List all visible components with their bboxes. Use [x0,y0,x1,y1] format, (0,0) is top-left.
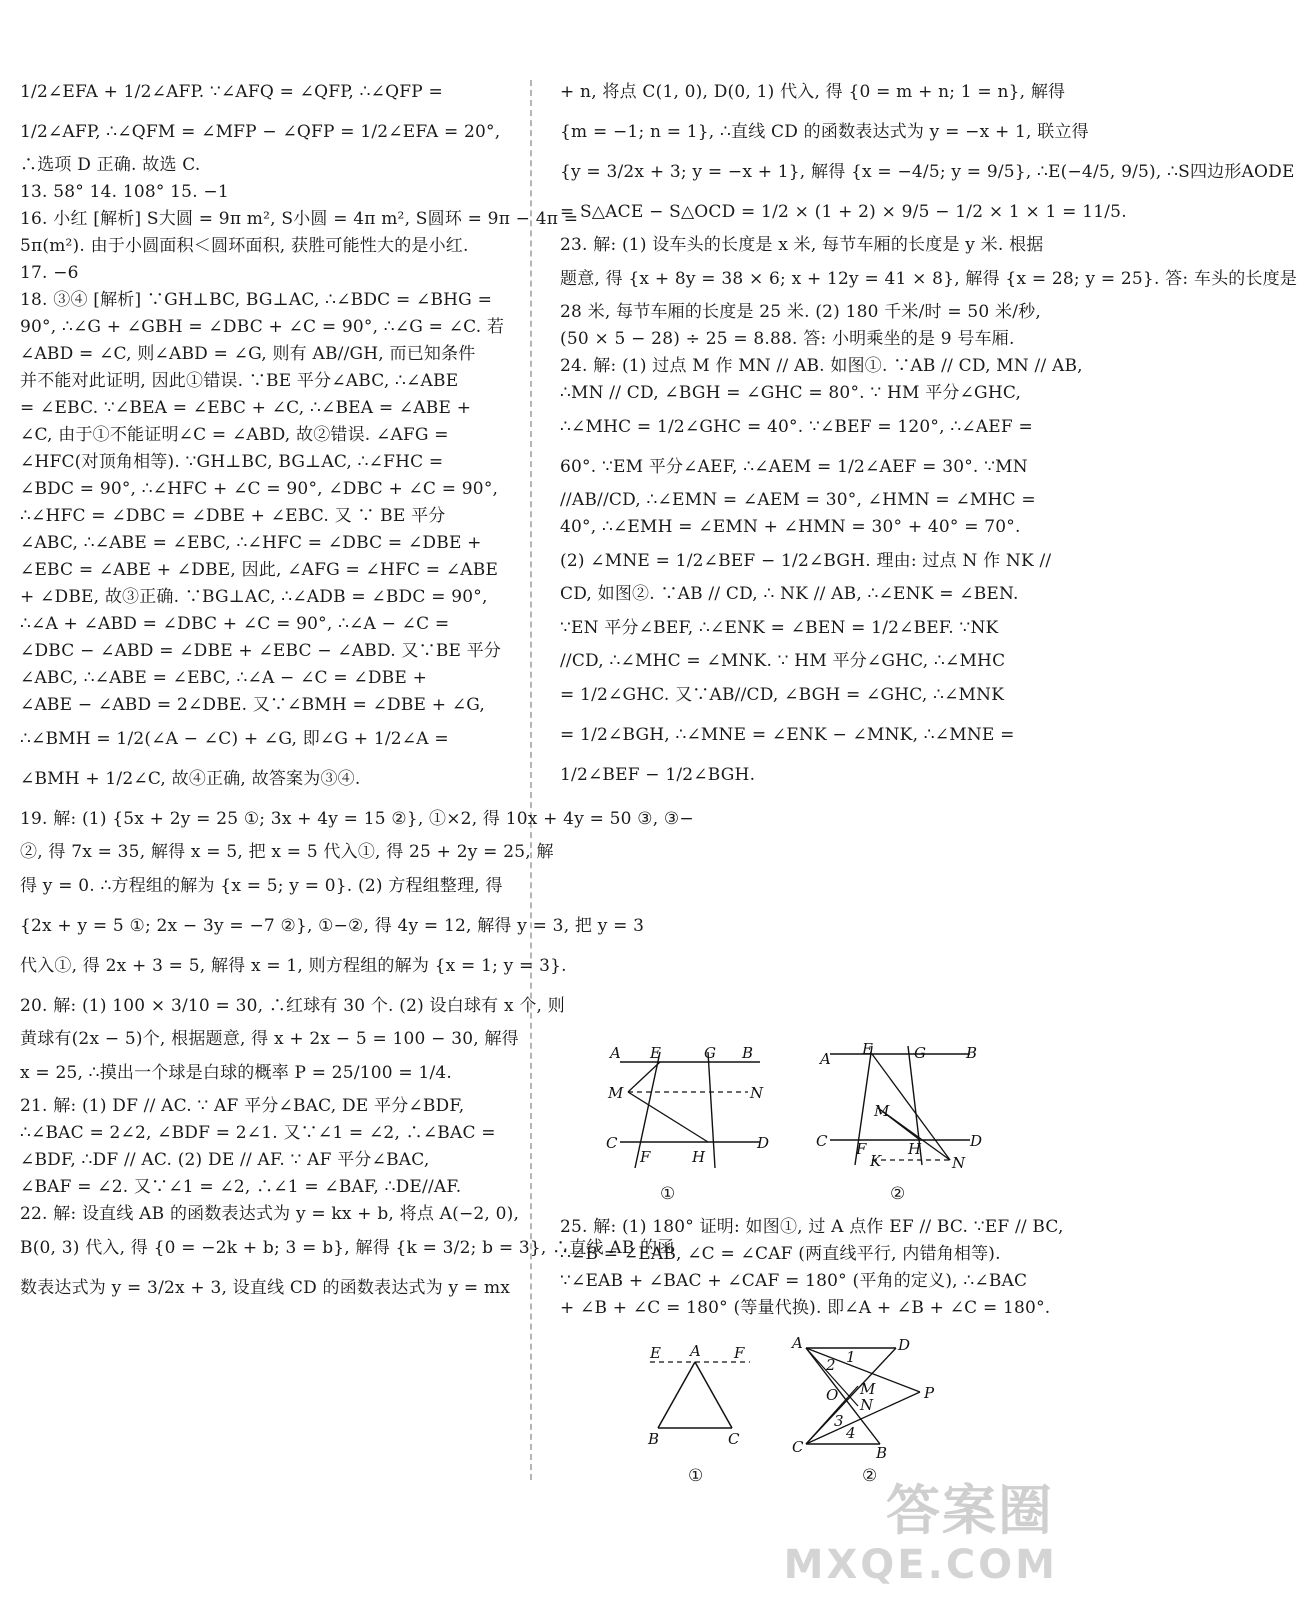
fig25-2-label-m: M [860,1380,876,1398]
text-line: 1/2∠BEF − 1/2∠BGH. [560,765,756,785]
figure-25-2-caption: ② [862,1466,878,1486]
fig25-2-label-2: 2 [826,1356,836,1374]
text-line: ∴∠BAC = 2∠2, ∠BDF = 2∠1. 又∵∠1 = ∠2, ∴∠BAC = [20,1123,496,1143]
text-line: 23. 解: (1) 设车头的长度是 x 米, 每节车厢的长度是 y 米. 根据 [560,235,1044,255]
fig24-1-label-h: H [692,1148,706,1166]
fig25-2-label-n: N [860,1396,874,1414]
figure-24-2 [810,1040,990,1175]
fig24-2-label-m: M [874,1102,890,1120]
text-line: ∠HFC(对顶角相等). ∵GH⊥BC, BG⊥AC, ∴∠FHC = [20,452,444,472]
text-line: 90°, ∴∠G + ∠GBH = ∠DBC + ∠C = 90°, ∴∠G = ∠C. 若 [20,317,505,337]
text-line: //AB//CD, ∴∠EMN = ∠AEM = 30°, ∠HMN = ∠MHC = [560,490,1036,510]
fig24-2-label-e: E [862,1040,873,1058]
text-line: 1/2∠AFP, ∴∠QFM = ∠MFP − ∠QFP = 1/2∠EFA = 20°, [20,122,501,142]
fig25-2-label-1: 1 [846,1348,856,1366]
text-line: ∴∠MHC = 1/2∠GHC = 40°. ∵∠BEF = 120°, ∴∠AEF = [560,417,1033,437]
text-line: 22. 解: 设直线 AB 的函数表达式为 y = kx + b, 将点 A(−2, 0), [20,1204,520,1224]
fig25-1-label-e: E [650,1344,661,1362]
fig24-2-label-k: K [870,1152,882,1170]
watermark-logo-text: 答案圈 [886,1479,1054,1542]
fig24-2-label-a: A [820,1050,831,1068]
text-line: 并不能对此证明, 因此①错误. ∵BE 平分∠ABC, ∴∠ABE [20,371,459,391]
text-line: 16. 小红 [解析] S大圆 = 9π m², S小圆 = 4π m², S圆环 = 9π − 4π = [20,209,579,229]
text-line: CD, 如图②. ∵AB // CD, ∴ NK // AB, ∴∠ENK = ∠BEN. [560,584,1019,604]
text-line: {y = 3/2x + 3; y = −x + 1}, 解得 {x = −4/5; y = 9/5}, ∴E(−4/5, 9/5), ∴S四边形AODE [560,162,1295,182]
figure-24-1-caption: ① [660,1184,676,1204]
fig24-1-label-g: G [704,1044,716,1062]
fig24-1-label-b: B [742,1044,754,1062]
text-line: ∠BDF, ∴DF // AC. (2) DE // AF. ∵ AF 平分∠BAC, [20,1150,430,1170]
text-line: ∠DBC − ∠ABD = ∠DBE + ∠EBC − ∠ABD. 又∵BE 平分 [20,641,502,661]
figure-24-1 [600,1040,780,1170]
fig25-2-label-d: D [898,1336,911,1354]
fig24-1-label-a: A [610,1044,621,1062]
text-line: x = 25, ∴摸出一个球是白球的概率 P = 25/100 = 1/4. [20,1063,453,1083]
fig24-2-label-h: H [908,1140,922,1158]
fig24-1-label-m: M [608,1084,624,1102]
text-line: (50 × 5 − 28) ÷ 25 = 8.88. 答: 小明乘坐的是 9 号车厢. [560,329,1015,349]
text-line: ∠C, 由于①不能证明∠C = ∠ABD, 故②错误. ∠AFG = [20,425,449,445]
question-25-block [560,1214,1064,1322]
text-line: ∴∠B = ∠EAB, ∠C = ∠CAF (两直线平行, 内错角相等). [560,1244,1001,1264]
text-line: ∠ABC, ∴∠ABE = ∠EBC, ∴∠A − ∠C = ∠DBE + [20,668,428,688]
text-line: = 1/2∠GHC. 又∵AB//CD, ∠BGH = ∠GHC, ∴∠MNK [560,685,1005,705]
text-line: 40°, ∴∠EMH = ∠EMN + ∠HMN = 30° + 40° = 70°. [560,517,1021,537]
text-line: ∠ABC, ∴∠ABE = ∠EBC, ∴∠HFC = ∠DBC = ∠DBE + [20,533,482,553]
fig25-1-label-a: A [690,1342,701,1360]
fig24-1-label-f: F [640,1148,651,1166]
text-line: 5π(m²). 由于小圆面积＜圆环面积, 获胜可能性大的是小红. [20,236,469,256]
text-line: 19. 解: (1) {5x + 2y = 25 ①; 3x + 4y = 15 ②}, ①×2, 得 10x + 4y = 50 ③, ③− [20,809,694,829]
fig25-2-label-p: P [924,1384,935,1402]
text-line: 20. 解: (1) 100 × 3/10 = 30, ∴红球有 30 个. (2) 设白球有 x 个, 则 [20,996,565,1016]
text-line: ②, 得 7x = 35, 解得 x = 5, 把 x = 5 代入①, 得 25 + 2y = 25, 解 [20,842,554,862]
text-line: ∴∠A + ∠ABD = ∠DBC + ∠C = 90°, ∴∠A − ∠C = [20,614,450,634]
fig24-2-label-f: F [856,1140,867,1158]
fig25-2-label-3: 3 [834,1412,844,1430]
fig24-2-label-d: D [970,1132,983,1150]
text-line: = 1/2∠BGH, ∴∠MNE = ∠ENK − ∠MNK, ∴∠MNE = [560,725,1015,745]
text-line: + ∠DBE, 故③正确. ∵BG⊥AC, ∴∠ADB = ∠BDC = 90°, [20,587,488,607]
figure-25-1 [640,1340,760,1455]
text-line: 17. −6 [20,263,79,283]
text-line: 数表达式为 y = 3/2x + 3, 设直线 CD 的函数表达式为 y = mx [20,1278,511,1298]
text-line: 28 米, 每节车厢的长度是 25 米. (2) 180 千米/时 = 50 米/秒, [560,302,1041,322]
fig25-2-label-b: B [876,1444,888,1462]
fig24-2-label-b: B [966,1044,978,1062]
text-line: 24. 解: (1) 过点 M 作 MN // AB. 如图①. ∵AB // CD, MN // AB, [560,356,1083,376]
text-line: ∠BAF = ∠2. 又∵∠1 = ∠2, ∴∠1 = ∠BAF, ∴DE//AF. [20,1177,462,1197]
fig24-1-label-n: N [750,1084,764,1102]
text-line: 25. 解: (1) 180° 证明: 如图①, 过 A 点作 EF // BC. ∵EF // BC, [560,1217,1064,1237]
text-line: //CD, ∴∠MHC = ∠MNK. ∵ HM 平分∠GHC, ∴∠MHC [560,651,1006,671]
text-line: ∠EBC = ∠ABE + ∠DBE, 因此, ∠AFG = ∠HFC = ∠ABE [20,560,499,580]
fig25-2-label-o: O [826,1386,839,1404]
fig25-1-label-c: C [728,1430,740,1448]
text-line: = ∠EBC. ∵∠BEA = ∠EBC + ∠C, ∴∠BEA = ∠ABE + [20,398,472,418]
text-line: 60°. ∵EM 平分∠AEF, ∴∠AEM = 1/2∠AEF = 30°. ∵MN [560,457,1028,477]
text-line: ∠ABE − ∠ABD = 2∠DBE. 又∵∠BMH = ∠DBE + ∠G, [20,695,486,715]
fig24-2-label-n: N [952,1154,966,1172]
figure-25-2 [788,1334,948,1462]
text-line: 1/2∠EFA + 1/2∠AFP. ∵∠AFQ = ∠QFP, ∴∠QFP = [20,82,443,102]
text-line: {2x + y = 5 ①; 2x − 3y = −7 ②}, ①−②, 得 4y = 12, 解得 y = 3, 把 y = 3 [20,916,645,936]
text-line: ∠ABD = ∠C, 则∠ABD = ∠G, 则有 AB//GH, 而已知条件 [20,344,476,364]
text-line: 题意, 得 {x + 8y = 38 × 6; x + 12y = 41 × 8}, 解得 {x = 28; y = 25}. 答: 车头的长度是 [560,269,1297,289]
figure-25-1-caption: ① [688,1466,704,1486]
text-line: ∴∠HFC = ∠DBC = ∠DBE + ∠EBC. 又 ∵ BE 平分 [20,506,446,526]
text-line: ∠BMH + 1/2∠C, 故④正确, 故答案为③④. [20,769,361,789]
text-line: 13. 58° 14. 108° 15. −1 [20,182,229,202]
text-line: ∴∠BMH = 1/2(∠A − ∠C) + ∠G, 即∠G + 1/2∠A = [20,729,449,749]
text-line: B(0, 3) 代入, 得 {0 = −2k + b; 3 = b}, 解得 {k = 3/2; b = 3}, ∴直线 AB 的函 [20,1238,675,1258]
text-line: 21. 解: (1) DF // AC. ∵ AF 平分∠BAC, DE 平分∠BDF, [20,1096,465,1116]
fig24-1-label-c: C [606,1134,618,1152]
figure-24-2-caption: ② [890,1184,906,1204]
watermark-url: MXQE.COM [783,1542,1058,1588]
text-line: 18. ③④ [解析] ∵GH⊥BC, BG⊥AC, ∴∠BDC = ∠BHG = [20,290,493,310]
text-line: + n, 将点 C(1, 0), D(0, 1) 代入, 得 {0 = m + n; 1 = n}, 解得 [560,82,1066,102]
fig24-1-label-d: D [757,1134,770,1152]
text-line: ∴选项 D 正确. 故选 C. [20,155,201,175]
fig24-1-label-e: E [650,1044,661,1062]
fig25-2-label-a: A [792,1334,803,1352]
text-line: 黄球有(2x − 5)个, 根据题意, 得 x + 2x − 5 = 100 − 30, 解得 [20,1029,519,1049]
fig25-1-label-f: F [734,1344,745,1362]
fig24-2-label-g: G [914,1044,926,1062]
text-line: + ∠B + ∠C = 180° (等量代换). 即∠A + ∠B + ∠C = 180°. [560,1298,1051,1318]
text-line: = S△ACE − S△OCD = 1/2 × (1 + 2) × 9/5 − 1/2 × 1 × 1 = 11/5. [560,202,1127,222]
fig24-2-label-c: C [816,1132,828,1150]
column-divider [530,80,532,1480]
text-line: ∵∠EAB + ∠BAC + ∠CAF = 180° (平角的定义), ∴∠BAC [560,1271,1028,1291]
fig25-1-label-b: B [648,1430,660,1448]
text-line: ∠BDC = 90°, ∴∠HFC + ∠C = 90°, ∠DBC + ∠C = 90°, [20,479,499,499]
text-line: (2) ∠MNE = 1/2∠BEF − 1/2∠BGH. 理由: 过点 N 作 NK // [560,551,1052,571]
fig25-2-label-c: C [792,1438,804,1456]
text-line: ∴MN // CD, ∠BGH = ∠GHC = 80°. ∵ HM 平分∠GHC, [560,383,1022,403]
right-column [560,72,1297,795]
text-line: ∵EN 平分∠BEF, ∴∠ENK = ∠BEN = 1/2∠BEF. ∵NK [560,618,999,638]
text-line: 得 y = 0. ∴方程组的解为 {x = 5; y = 0}. (2) 方程组整理, 得 [20,876,503,896]
text-line: 代入①, 得 2x + 3 = 5, 解得 x = 1, 则方程组的解为 {x = 1; y = 3}. [20,956,567,976]
text-line: {m = −1; n = 1}, ∴直线 CD 的函数表达式为 y = −x + 1, 联立得 [560,122,1089,142]
fig25-2-label-4: 4 [846,1424,856,1442]
